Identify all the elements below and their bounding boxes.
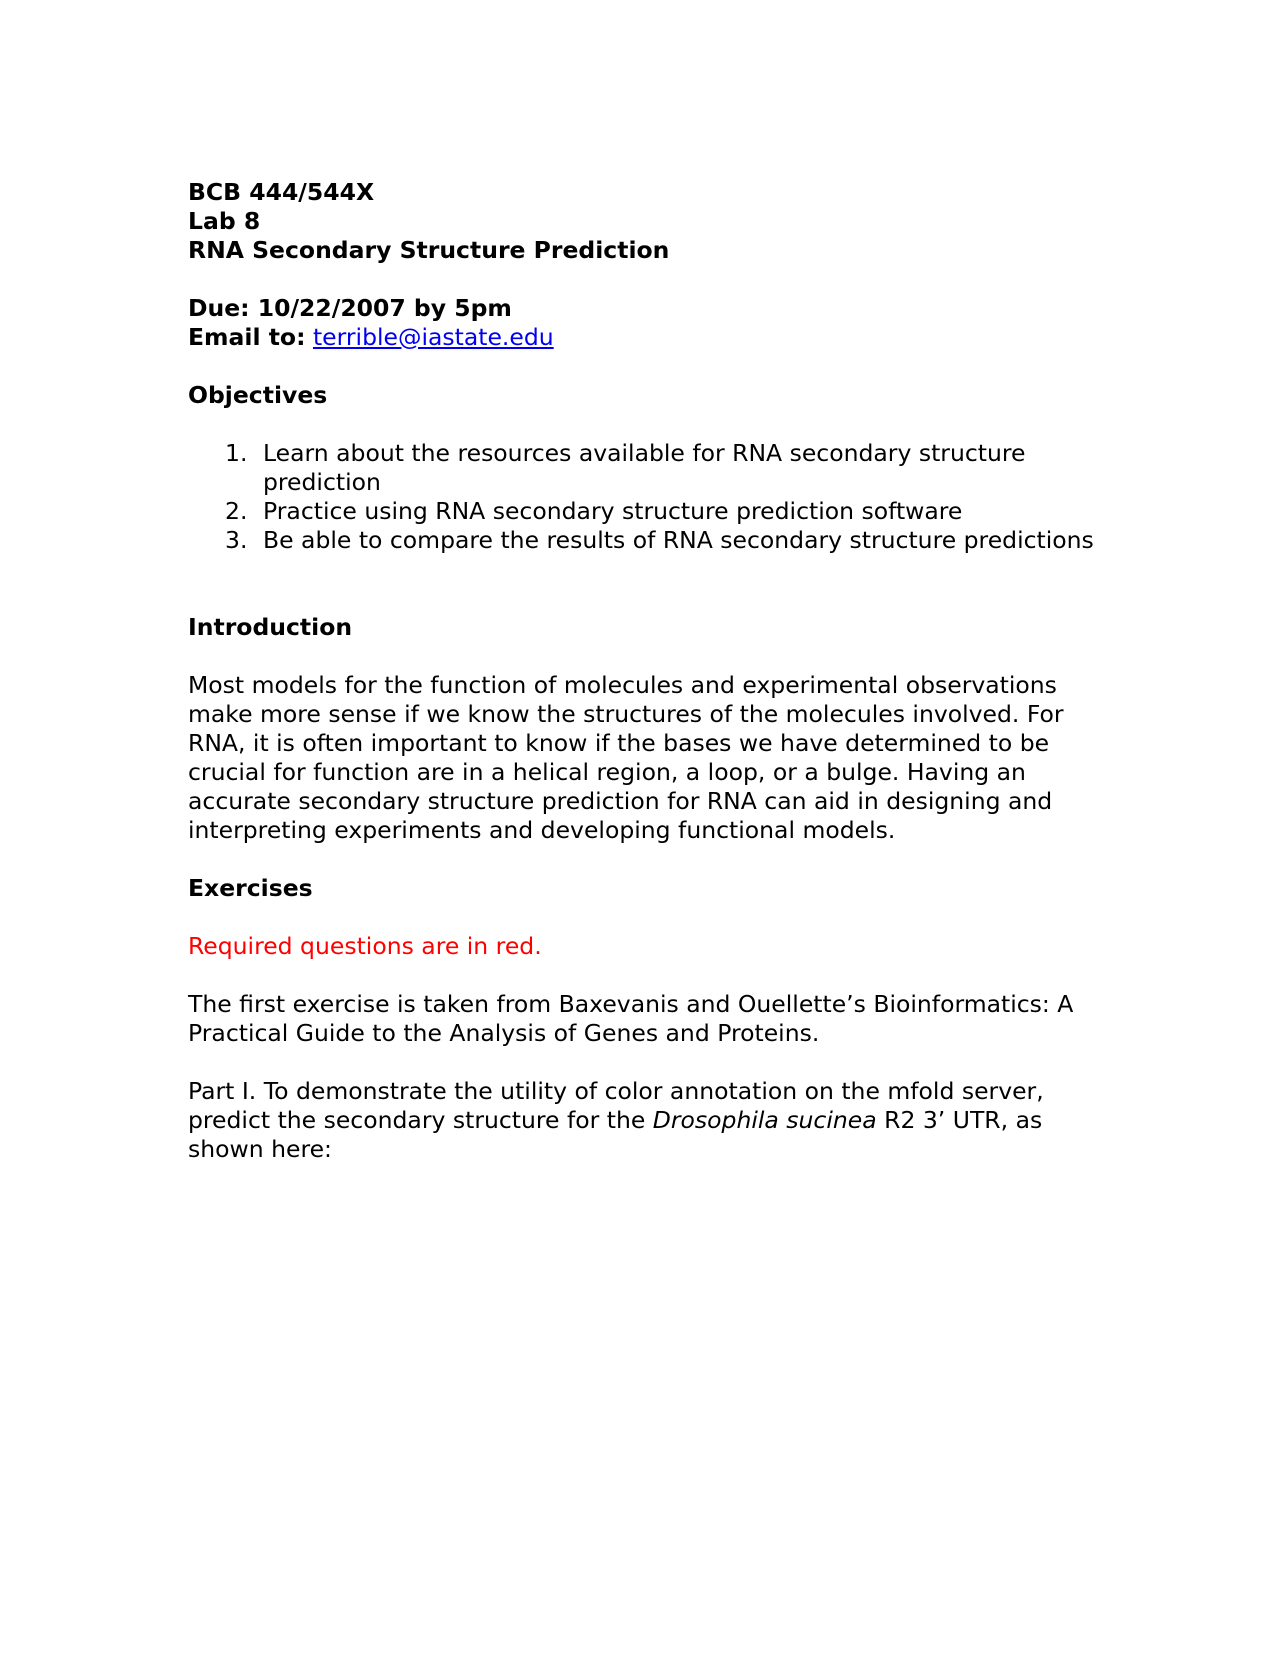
list-item: 1. Learn about the resources available for RNA secondary structure prediction: [225, 439, 1026, 496]
part1-paragraph: Part I. To demonstrate the utility of color annotation on the mfold server, predict the secondary structure for the Drosophila sucinea R2 3’ UTR, as shown here:: [188, 1077, 1044, 1163]
list-item: 2. Practice using RNA secondary structure prediction software: [225, 497, 963, 525]
document-title: RNA Secondary Structure Prediction: [188, 236, 670, 264]
email-link[interactable]: terrible@iastate.edu: [312, 323, 554, 351]
due-block: [188, 294, 1108, 352]
objectives-list: [188, 439, 1108, 555]
exercises-heading: Exercises: [188, 874, 313, 902]
list-item: 3. Be able to compare the results of RNA secondary structure predictions: [225, 526, 1094, 554]
lab-number: Lab 8: [188, 207, 261, 235]
objectives-heading: Objectives: [188, 381, 328, 409]
due-date: Due: 10/22/2007 by 5pm: [188, 294, 512, 322]
source-paragraph: The first exercise is taken from Baxevanis and Ouellette’s Bioinformatics: A Practical Guide to the Analysis of Genes and Proteins.: [188, 990, 1074, 1047]
required-note: Required questions are in red.: [188, 932, 542, 960]
document-page: [188, 178, 1108, 1164]
introduction-paragraph: Most models for the function of molecules and experimental observations make more sense if we know the structures of the molecules involved. For RNA, it is often important to know if the bases we have determined to be crucial for function are in a helical region, a loop, or a bulge. Having an accurate secondary structure prediction for RNA can aid in designing and interpreting experiments and developing functional models.: [188, 671, 1064, 844]
course-code: BCB 444/544X: [188, 178, 375, 206]
objective-text: Be able to compare the results of RNA secondary structure predictions: [263, 526, 1094, 554]
objective-text: Learn about the resources available for RNA secondary structure prediction: [263, 439, 1026, 496]
email-label: Email to:: [188, 323, 306, 351]
header-block: [188, 178, 1108, 265]
objective-text: Practice using RNA secondary structure prediction software: [263, 497, 963, 525]
introduction-heading: Introduction: [188, 613, 353, 641]
species-name: Drosophila sucinea: [652, 1106, 877, 1134]
